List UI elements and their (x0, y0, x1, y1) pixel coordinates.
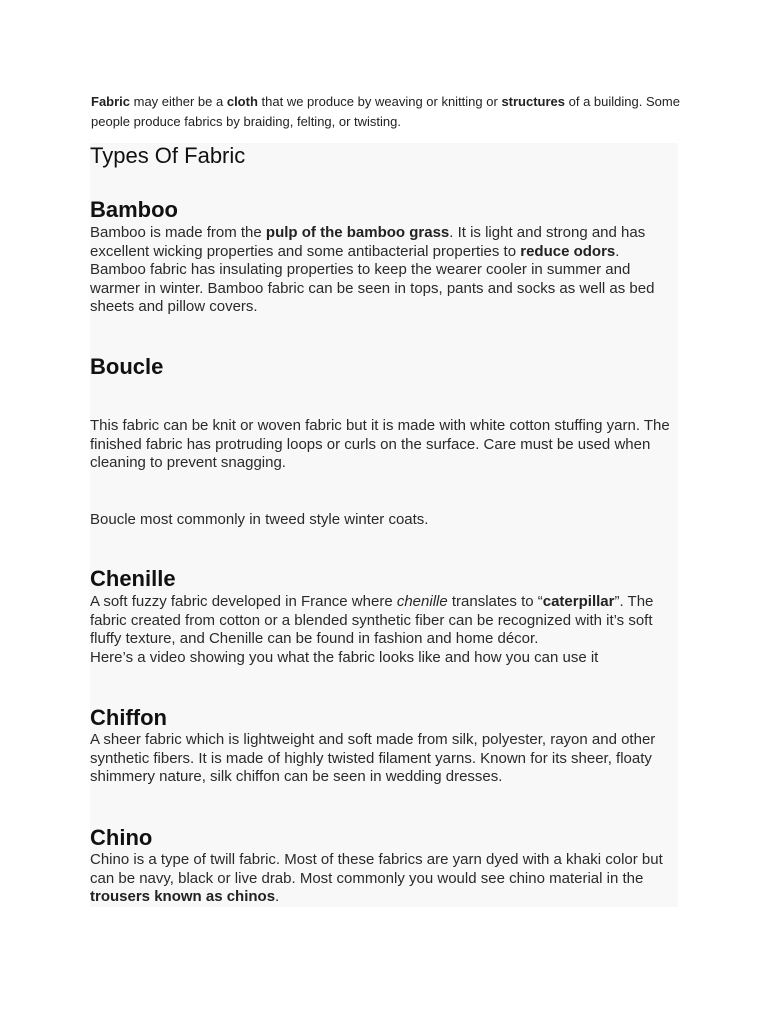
intro-paragraph (91, 92, 691, 132)
bold-text: reduce odors (520, 242, 616, 260)
bold-text: caterpillar (542, 593, 615, 610)
intro-bold-fabric: Fabric (91, 94, 131, 109)
text-run: A soft fuzzy fabric developed in France where (90, 593, 397, 610)
section-text-boucle: This fabric can be knit or woven fabric but it is made with white cotton stuffing yarn. The finished fabric has protruding loops or curls on the surface. Care must be used when cleaning to prevent snagging. (90, 417, 670, 472)
bold-text: trousers known as chinos (90, 888, 276, 906)
section-heading-bamboo: Bamboo (90, 197, 178, 222)
section-heading-chenille: Chenille (90, 566, 176, 591)
intro-bold-structures: structures (501, 94, 566, 109)
text-run: . (275, 888, 280, 906)
text-run: ”. The fabric created from cotton or a blended synthetic fiber can be recognized with it’s soft fluffy texture, and Chenille can be found in fashion and home décor. (90, 593, 654, 648)
section-text-bamboo (90, 224, 678, 317)
section-heading-chino: Chino (90, 825, 153, 850)
section-text-chenille (90, 593, 678, 667)
section-text-boucle-2: Boucle most commonly in tweed style winter coats. (90, 511, 429, 528)
intro-text: of a building. Some people produce fabrics by braiding, felting, or twisting. (91, 94, 680, 129)
text-run: translates to “ (447, 593, 543, 610)
bold-text: pulp of the bamboo grass (265, 224, 450, 241)
section-text-chiffon: A sheer fabric which is lightweight and soft made from silk, polyester, rayon and other synthetic fibers. It is made of highly twisted filament yarns. Known for its sheer, floaty shimmery nature, silk chiffon can be seen in wedding dresses. (90, 731, 656, 786)
page-title: Types Of Fabric (90, 143, 246, 168)
section-heading-chiffon: Chiffon (90, 705, 167, 730)
intro-text: that we produce by weaving or knitting or (257, 94, 502, 109)
text-run: Bamboo is made from the (90, 224, 266, 241)
italic-text: chenille (396, 593, 448, 610)
section-heading-boucle: Boucle (90, 354, 164, 379)
text-run: Chino is a type of twill fabric. Most of these fabrics are yarn dyed with a khaki color but can be navy, black or live drab. Most commonly you would see chino material in the (90, 851, 663, 887)
text-run: Here’s a video showing you what the fabric looks like and how you can use it (90, 648, 599, 666)
section-text-chino (90, 851, 678, 907)
intro-bold-cloth: cloth (226, 94, 258, 109)
text-run: . Bamboo fabric has insulating properties to keep the wearer cooler in summer and warmer in winter. Bamboo fabric can be seen in tops, pants and socks as well as bed sheets and pillow covers. (90, 242, 655, 316)
intro-text: may either be a (130, 94, 227, 109)
text-run: . It is light and strong and has excellent wicking properties and some antibacterial properties to (90, 224, 646, 260)
